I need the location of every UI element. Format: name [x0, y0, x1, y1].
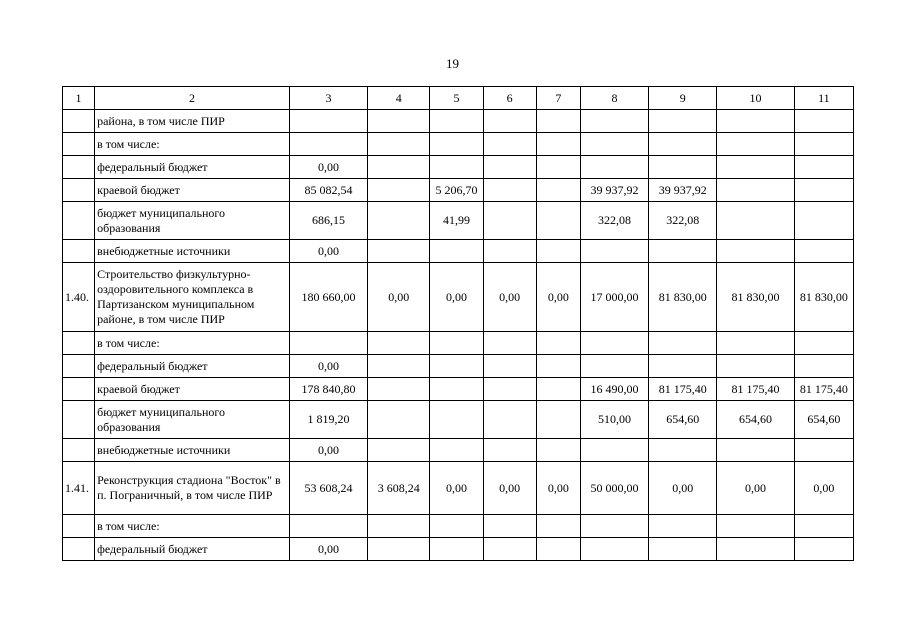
item-number-cell [63, 378, 95, 401]
amount-cell [649, 515, 717, 538]
amount-cell [368, 439, 430, 462]
amount-cell [368, 355, 430, 378]
amount-cell [430, 156, 483, 179]
amount-cell [289, 133, 367, 156]
amount-cell [483, 202, 536, 240]
amount-cell [289, 515, 367, 538]
amount-cell: 180 660,00 [289, 263, 367, 332]
amount-cell [536, 538, 580, 561]
table-row [63, 355, 854, 378]
amount-cell: 0,00 [289, 156, 367, 179]
amount-cell [368, 378, 430, 401]
column-header: 7 [536, 87, 580, 110]
column-header: 2 [95, 87, 290, 110]
table-row [63, 202, 854, 240]
amount-cell: 39 937,92 [580, 179, 648, 202]
column-header: 3 [289, 87, 367, 110]
amount-cell [580, 515, 648, 538]
amount-cell [649, 110, 717, 133]
amount-cell: 0,00 [289, 355, 367, 378]
item-number-cell [63, 355, 95, 378]
table-row [63, 179, 854, 202]
item-name-cell: бюджет муниципального образования [95, 401, 290, 439]
amount-cell [483, 332, 536, 355]
amount-cell [483, 156, 536, 179]
amount-cell: 17 000,00 [580, 263, 648, 332]
amount-cell: 0,00 [536, 263, 580, 332]
amount-cell: 50 000,00 [580, 462, 648, 515]
amount-cell [794, 439, 853, 462]
item-number-cell: 1.40. [63, 263, 95, 332]
amount-cell: 0,00 [483, 263, 536, 332]
amount-cell [794, 156, 853, 179]
amount-cell [717, 133, 794, 156]
amount-cell [580, 355, 648, 378]
amount-cell [536, 401, 580, 439]
table-row [63, 332, 854, 355]
amount-cell: 81 175,40 [649, 378, 717, 401]
item-name-cell: района, в том числе ПИР [95, 110, 290, 133]
amount-cell [536, 378, 580, 401]
column-header: 8 [580, 87, 648, 110]
amount-cell [649, 156, 717, 179]
amount-cell [794, 110, 853, 133]
amount-cell [536, 240, 580, 263]
amount-cell [483, 110, 536, 133]
amount-cell: 686,15 [289, 202, 367, 240]
amount-cell [483, 179, 536, 202]
amount-cell: 81 830,00 [794, 263, 853, 332]
item-name-cell: в том числе: [95, 133, 290, 156]
item-number-cell [63, 240, 95, 263]
amount-cell [483, 133, 536, 156]
amount-cell [536, 355, 580, 378]
item-name-cell: краевой бюджет [95, 179, 290, 202]
item-number-cell [63, 156, 95, 179]
column-header: 5 [430, 87, 483, 110]
amount-cell [794, 355, 853, 378]
amount-cell [368, 133, 430, 156]
item-name-cell: федеральный бюджет [95, 156, 290, 179]
amount-cell: 654,60 [794, 401, 853, 439]
amount-cell [430, 515, 483, 538]
amount-cell [368, 515, 430, 538]
amount-cell: 3 608,24 [368, 462, 430, 515]
amount-cell [717, 179, 794, 202]
amount-cell [430, 439, 483, 462]
column-header: 1 [63, 87, 95, 110]
amount-cell [717, 202, 794, 240]
table-row [63, 439, 854, 462]
budget-table [62, 86, 854, 561]
amount-cell [536, 202, 580, 240]
amount-cell [430, 401, 483, 439]
amount-cell [649, 538, 717, 561]
amount-cell [717, 515, 794, 538]
amount-cell [794, 179, 853, 202]
amount-cell [717, 538, 794, 561]
amount-cell [649, 332, 717, 355]
amount-cell [368, 401, 430, 439]
amount-cell [794, 515, 853, 538]
amount-cell [430, 133, 483, 156]
item-name-cell: Реконструкция стадиона "Восток" в п. Пограничный, в том числе ПИР [95, 462, 290, 515]
item-name-cell: внебюджетные источники [95, 240, 290, 263]
item-number-cell [63, 515, 95, 538]
amount-cell [580, 332, 648, 355]
amount-cell [430, 332, 483, 355]
table-row [63, 110, 854, 133]
table-row [63, 462, 854, 515]
column-header: 10 [717, 87, 794, 110]
table-row [63, 538, 854, 561]
amount-cell: 1 819,20 [289, 401, 367, 439]
amount-cell: 41,99 [430, 202, 483, 240]
amount-cell [430, 355, 483, 378]
amount-cell [483, 240, 536, 263]
item-number-cell [63, 110, 95, 133]
amount-cell [430, 240, 483, 263]
amount-cell: 178 840,80 [289, 378, 367, 401]
item-number-cell: 1.41. [63, 462, 95, 515]
amount-cell [289, 332, 367, 355]
column-header: 4 [368, 87, 430, 110]
amount-cell [368, 538, 430, 561]
amount-cell [536, 179, 580, 202]
amount-cell: 85 082,54 [289, 179, 367, 202]
item-number-cell [63, 179, 95, 202]
amount-cell [717, 240, 794, 263]
amount-cell: 510,00 [580, 401, 648, 439]
amount-cell [717, 332, 794, 355]
amount-cell [717, 439, 794, 462]
table-row [63, 401, 854, 439]
amount-cell [580, 240, 648, 263]
amount-cell [580, 156, 648, 179]
column-header: 6 [483, 87, 536, 110]
amount-cell [368, 332, 430, 355]
amount-cell: 0,00 [289, 538, 367, 561]
item-name-cell: в том числе: [95, 515, 290, 538]
column-header: 9 [649, 87, 717, 110]
item-name-cell: федеральный бюджет [95, 538, 290, 561]
amount-cell: 0,00 [430, 462, 483, 515]
amount-cell [536, 439, 580, 462]
table-row [63, 263, 854, 332]
item-name-cell: в том числе: [95, 332, 290, 355]
amount-cell [580, 538, 648, 561]
table-row [63, 378, 854, 401]
amount-cell [536, 332, 580, 355]
page-number: 19 [446, 56, 459, 71]
amount-cell [536, 110, 580, 133]
amount-cell: 81 830,00 [717, 263, 794, 332]
amount-cell: 0,00 [649, 462, 717, 515]
amount-cell: 322,08 [580, 202, 648, 240]
item-number-cell [63, 401, 95, 439]
amount-cell [794, 240, 853, 263]
amount-cell: 81 175,40 [717, 378, 794, 401]
amount-cell [483, 401, 536, 439]
amount-cell: 654,60 [717, 401, 794, 439]
amount-cell [794, 133, 853, 156]
amount-cell [483, 515, 536, 538]
item-number-cell [63, 332, 95, 355]
item-name-cell: бюджет муниципального образования [95, 202, 290, 240]
amount-cell [483, 378, 536, 401]
amount-cell: 0,00 [289, 240, 367, 263]
amount-cell [483, 355, 536, 378]
amount-cell [536, 515, 580, 538]
amount-cell [430, 378, 483, 401]
amount-cell: 322,08 [649, 202, 717, 240]
amount-cell [794, 202, 853, 240]
amount-cell: 81 830,00 [649, 263, 717, 332]
amount-cell [649, 240, 717, 263]
amount-cell [368, 240, 430, 263]
table-row [63, 133, 854, 156]
amount-cell: 654,60 [649, 401, 717, 439]
amount-cell: 0,00 [430, 263, 483, 332]
amount-cell [536, 133, 580, 156]
amount-cell [368, 110, 430, 133]
amount-cell [289, 110, 367, 133]
table-row [63, 156, 854, 179]
item-name-cell: федеральный бюджет [95, 355, 290, 378]
amount-cell [649, 355, 717, 378]
item-name-cell: внебюджетные источники [95, 439, 290, 462]
amount-cell [430, 110, 483, 133]
item-name-cell: краевой бюджет [95, 378, 290, 401]
table-row [63, 515, 854, 538]
item-number-cell [63, 133, 95, 156]
amount-cell [368, 202, 430, 240]
amount-cell: 81 175,40 [794, 378, 853, 401]
amount-cell: 0,00 [289, 439, 367, 462]
item-number-cell [63, 202, 95, 240]
item-number-cell [63, 538, 95, 561]
amount-cell: 39 937,92 [649, 179, 717, 202]
amount-cell [649, 439, 717, 462]
amount-cell [717, 355, 794, 378]
amount-cell [794, 538, 853, 561]
amount-cell: 0,00 [794, 462, 853, 515]
amount-cell [794, 332, 853, 355]
amount-cell [580, 133, 648, 156]
amount-cell [368, 156, 430, 179]
amount-cell [483, 538, 536, 561]
amount-cell [717, 110, 794, 133]
column-header: 11 [794, 87, 853, 110]
amount-cell: 5 206,70 [430, 179, 483, 202]
table-row [63, 240, 854, 263]
amount-cell: 0,00 [536, 462, 580, 515]
item-name-cell: Строительство физкультурно-оздоровительного комплекса в Партизанском муниципальном районе, в том числе ПИР [95, 263, 290, 332]
item-number-cell [63, 439, 95, 462]
amount-cell [368, 179, 430, 202]
amount-cell [536, 156, 580, 179]
amount-cell [483, 439, 536, 462]
amount-cell [717, 156, 794, 179]
amount-cell: 0,00 [368, 263, 430, 332]
amount-cell: 0,00 [483, 462, 536, 515]
amount-cell: 0,00 [717, 462, 794, 515]
amount-cell [580, 439, 648, 462]
amount-cell [430, 538, 483, 561]
amount-cell [649, 133, 717, 156]
amount-cell: 16 490,00 [580, 378, 648, 401]
amount-cell [580, 110, 648, 133]
amount-cell: 53 608,24 [289, 462, 367, 515]
table-header-row [63, 87, 854, 110]
